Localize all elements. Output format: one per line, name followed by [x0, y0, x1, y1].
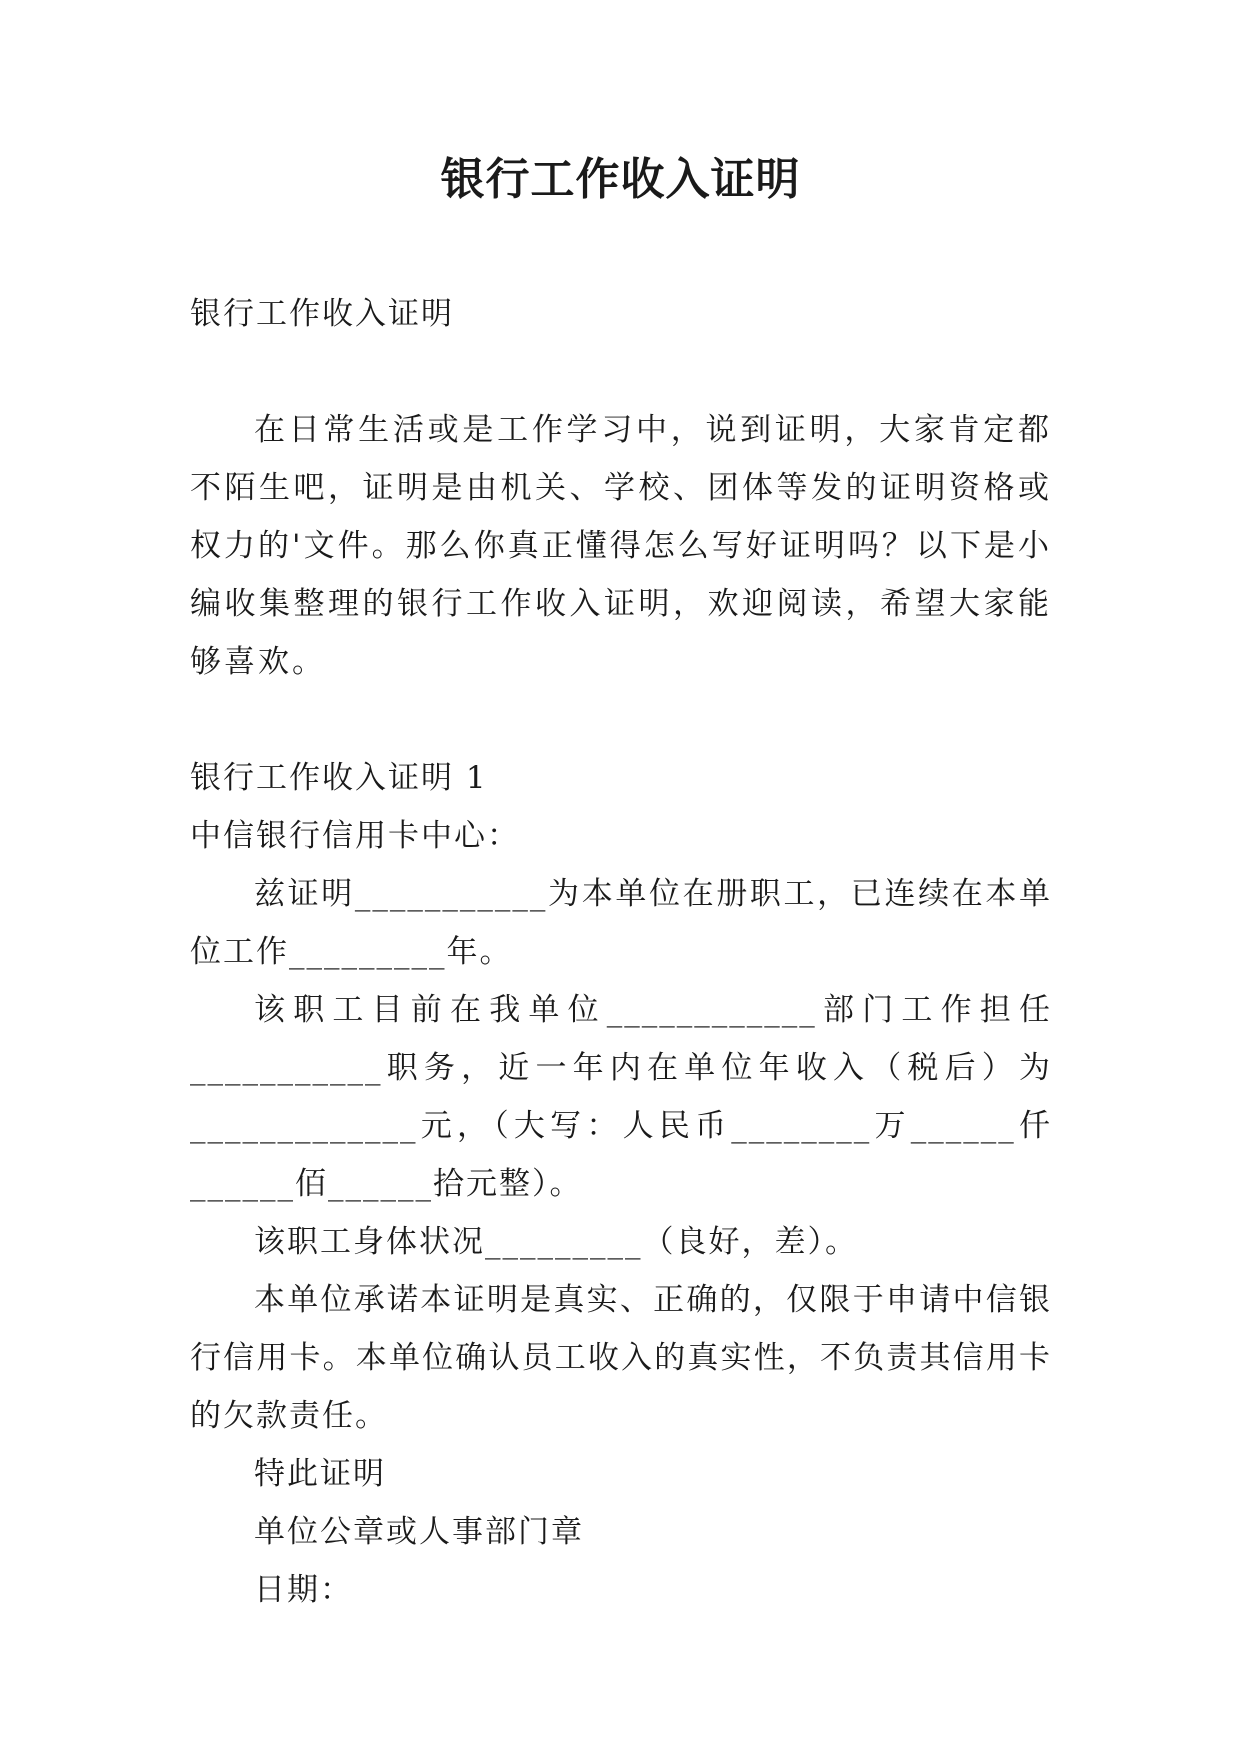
- addressee: 中信银行信用卡中心：: [190, 818, 520, 854]
- seal-line: 单位公章或人事部门章: [254, 1514, 584, 1550]
- closing-line: 特此证明: [254, 1456, 386, 1492]
- commitment-paragraph: 本单位承诺本证明是真实、正确的，仅限于申请中信银行信用卡。本单位确认员工收入的真实性，不负责其信用卡的欠款责任。: [190, 1282, 1052, 1434]
- date-label: 日期：: [254, 1572, 353, 1608]
- document-title: 银行工作收入证明: [440, 154, 801, 205]
- employment-paragraph: 兹证明___________为本单位在册职工，已连续在本单位工作_________年。: [190, 876, 1052, 970]
- document-body: [190, 285, 1052, 1619]
- document-subtitle: 银行工作收入证明: [190, 296, 454, 332]
- health-paragraph: 该职工身体状况_________（良好，差）。: [254, 1224, 858, 1260]
- intro-paragraph: 在日常生活或是工作学习中，说到证明，大家肯定都不陌生吧，证明是由机关、学校、团体等发的证明资格或权力的'文件。那么你真正懂得怎么写好证明吗？以下是小编收集整理的银行工作收入证明，欢迎阅读，希望大家能够喜欢。: [190, 412, 1052, 680]
- income-paragraph: 该职工目前在我单位____________部门工作担任___________职务，近一年内在单位年收入（税后）为_____________元，（大写：人民币________万______仟______佰______拾元整）。: [190, 992, 1052, 1202]
- section-heading: 银行工作收入证明 1: [190, 760, 488, 796]
